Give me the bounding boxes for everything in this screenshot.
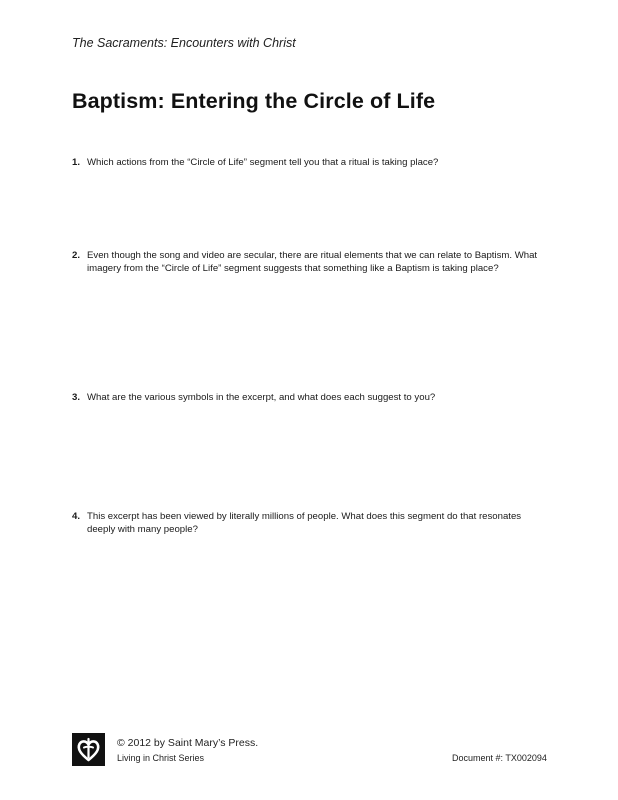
question-3 bbox=[72, 391, 542, 404]
question-4 bbox=[72, 510, 542, 537]
page-title: Baptism: Entering the Circle of Life bbox=[72, 89, 436, 113]
saint-marys-press-logo-icon bbox=[72, 733, 105, 766]
question-number: 2. bbox=[72, 250, 81, 261]
copyright-notice: © 2012 by Saint Mary’s Press. bbox=[117, 737, 259, 749]
series-name: Living in Christ Series bbox=[117, 753, 205, 763]
series-title: The Sacraments: Encounters with Christ bbox=[72, 36, 296, 50]
question-text: Even though the song and video are secular, there are ritual elements that we can relate to Baptism. What imagery from the “Circle of Life” segment suggests that something like a Baptism is taking place? bbox=[87, 250, 538, 275]
question-number: 1. bbox=[72, 157, 81, 168]
question-number: 3. bbox=[72, 392, 81, 403]
question-text: Which actions from the “Circle of Life” segment tell you that a ritual is taking place? bbox=[87, 157, 439, 168]
question-text: What are the various symbols in the excerpt, and what does each suggest to you? bbox=[87, 392, 436, 403]
document-number: Document #: TX002094 bbox=[452, 753, 547, 763]
question-2 bbox=[72, 249, 542, 276]
question-1 bbox=[72, 156, 542, 169]
question-number: 4. bbox=[72, 511, 81, 522]
question-text: This excerpt has been viewed by literally millions of people. What does this segment do that resonates deeply with many people? bbox=[87, 511, 522, 536]
